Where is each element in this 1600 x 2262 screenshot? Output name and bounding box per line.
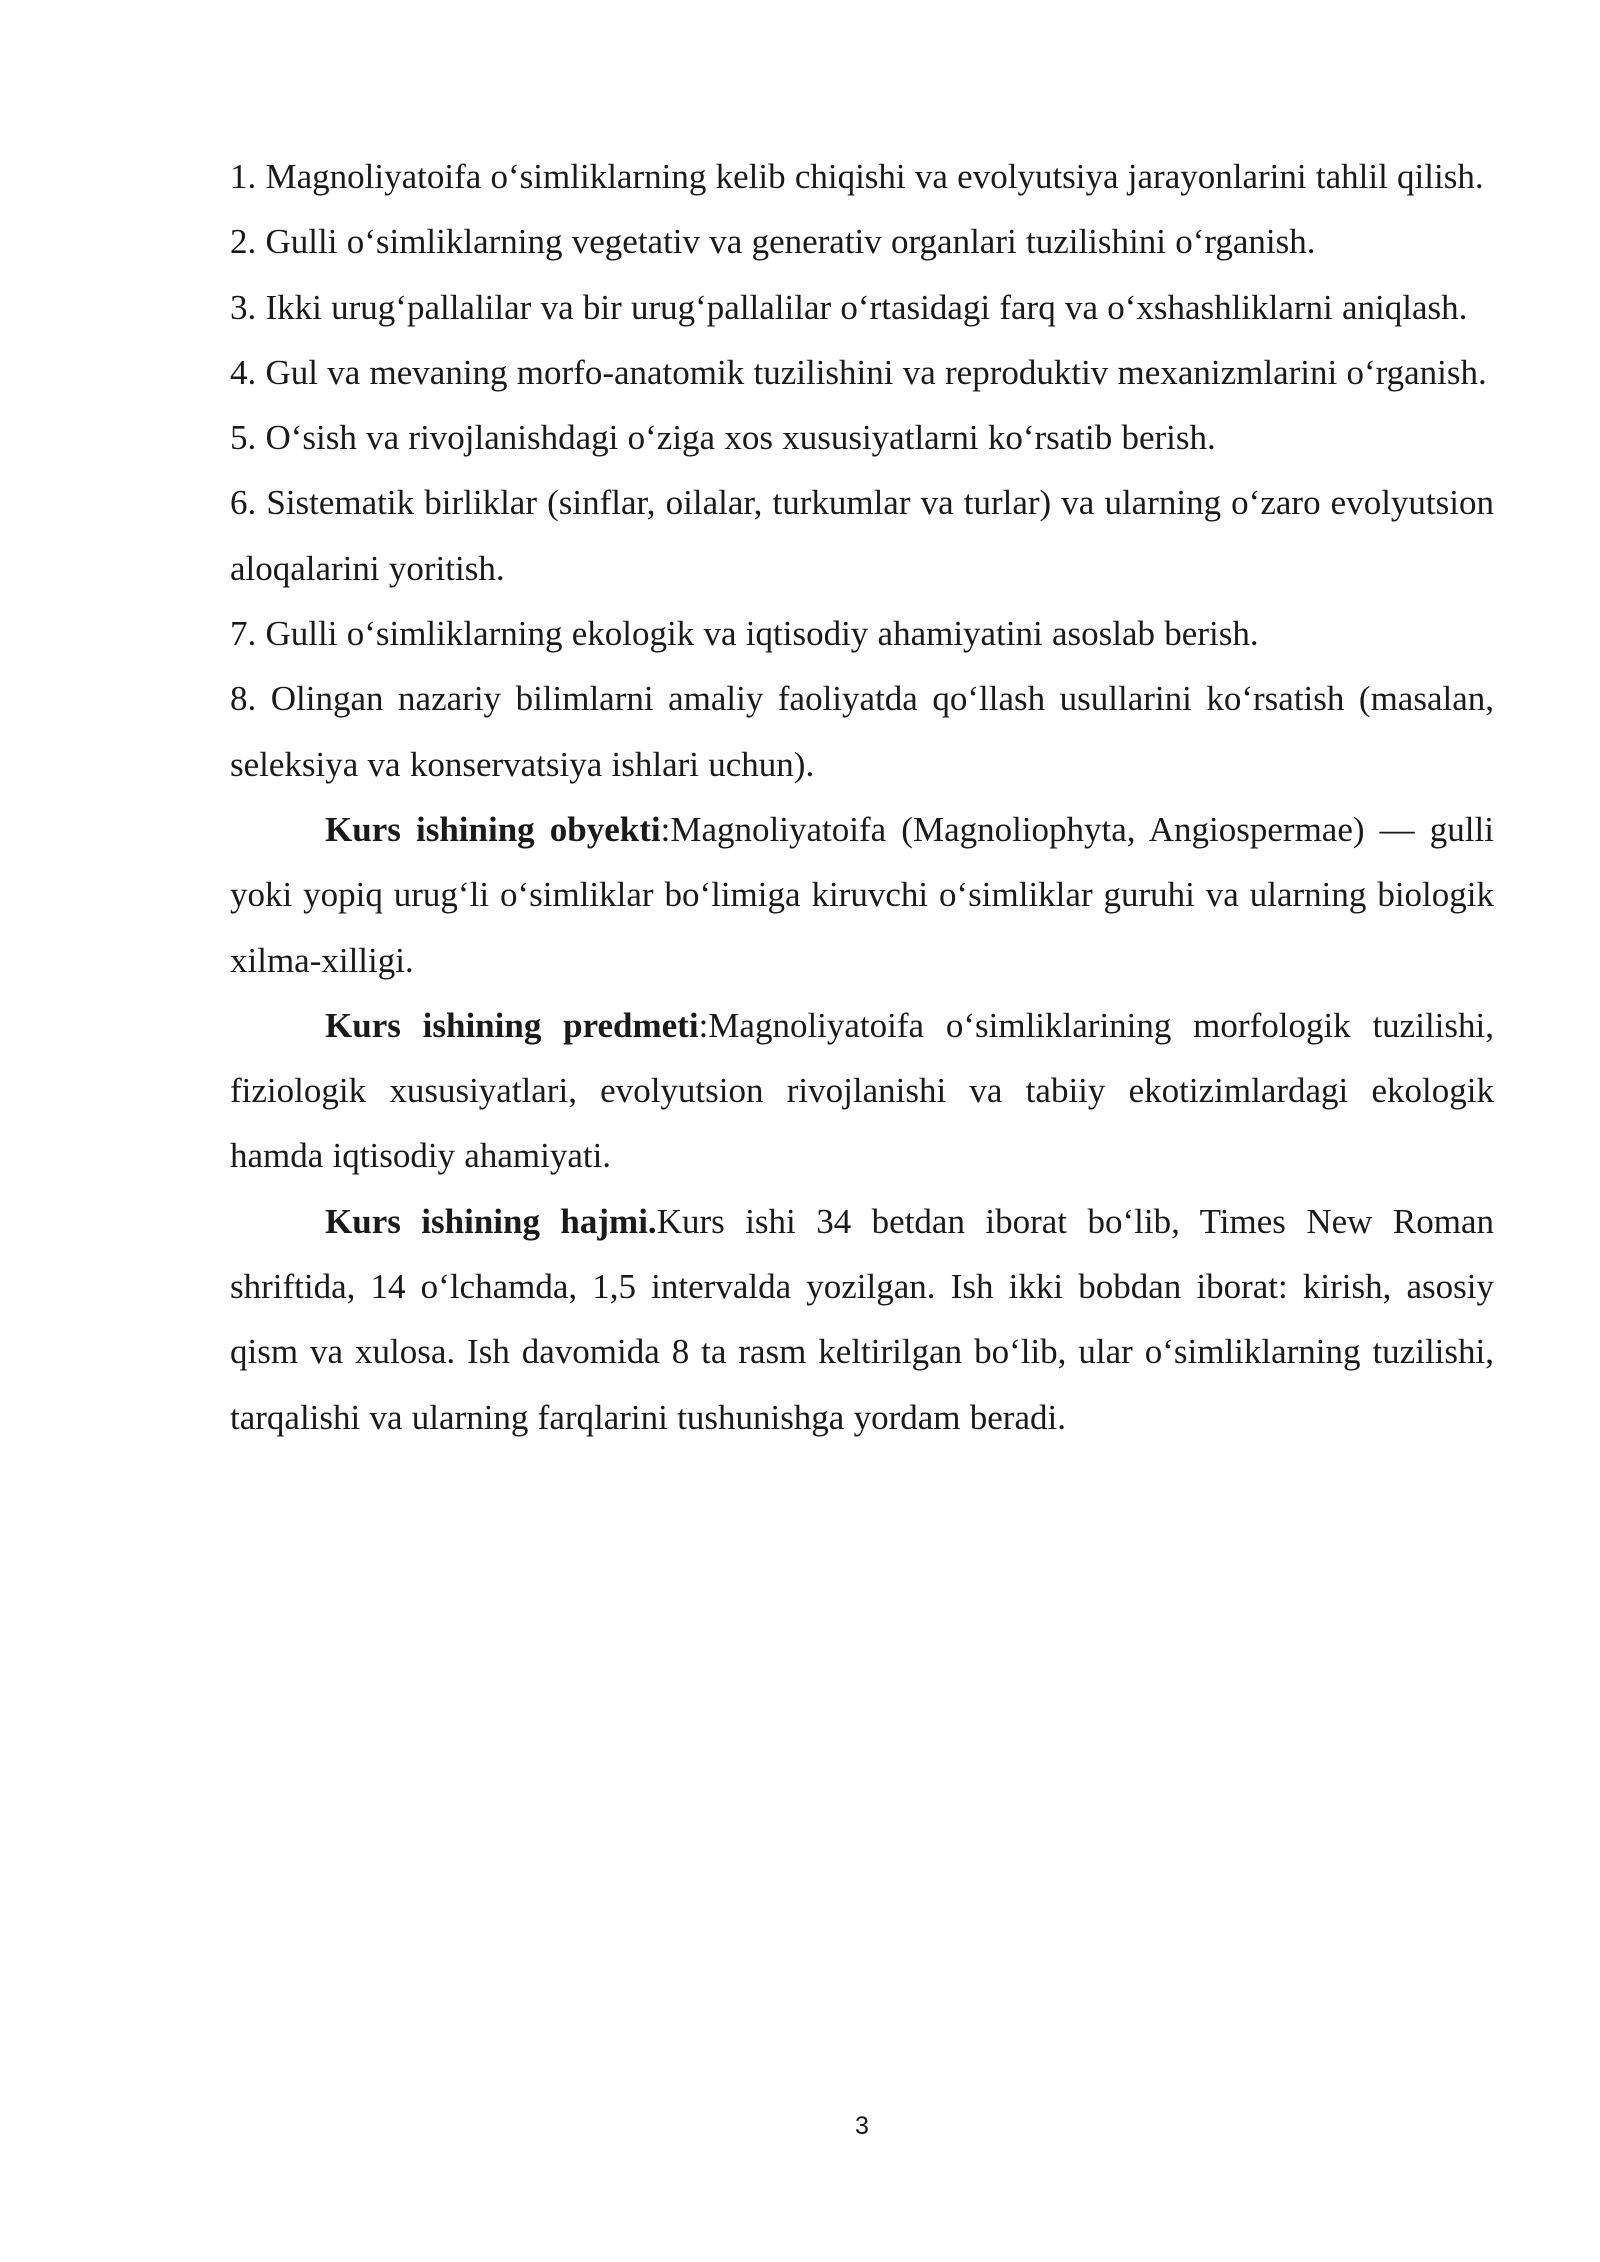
object-paragraph [230, 797, 1494, 993]
page-body [230, 144, 1494, 1450]
volume-paragraph [230, 1189, 1494, 1450]
list-item-7: 7. Gulli o‘simliklarning ekologik va iqtisodiy ahamiyatini asoslab berish. [230, 614, 1259, 654]
subject-text: :Magnoliyatoifa o‘simliklarining morfologik tuzilishi, fiziologik xususiyatlari, evolyutsion rivojlanishi va tabiiy ekotizimlardagi ekologik hamda iqtisodiy ahamiyati. [230, 1005, 1494, 1176]
page-number: 3 [855, 2112, 869, 2140]
list-item-3: 3. Ikki urug‘pallalilar va bir urug‘pallalilar o‘rtasidagi farq va o‘xshashliklarni aniqlash. [230, 287, 1468, 327]
volume-heading: Kurs ishining hajmi. [325, 1201, 657, 1241]
list-item-1: 1. Magnoliyatoifa o‘simliklarning kelib chiqishi va evolyutsiya jarayonlarini tahlil qilish. [230, 157, 1484, 196]
list-item-4: 4. Gul va mevaning morfo-anatomik tuzilishini va reproduktiv mexanizmlarini o‘rganish. [230, 352, 1487, 392]
subject-paragraph [230, 993, 1494, 1189]
object-text: :Magnoliyatoifa (Magnoliophyta, Angiospermae) — gulli yoki yopiq urug‘li o‘simliklar bo‘limiga kiruvchi o‘simliklar guruhi va ularning biologik xilma-xilligi. [230, 809, 1494, 980]
volume-text: Kurs ishi 34 betdan iborat bo‘lib, Times New Roman shriftida, 14 o‘lchamda, 1,5 intervalda yozilgan. Ish ikki bobdan iborat: kirish, asosiy qism va xulosa. Ish davomida 8 ta rasm keltirilgan bo‘lib, ular o‘simliklarning tuzilishi, tarqalishi va ularning farqlarini tushunishga yordam beradi. [230, 1201, 1494, 1437]
list-item-6: 6. Sistematik birliklar (sinflar, oilalar, turkumlar va turlar) va ularning o‘zaro evolyutsion aloqalarini yoritish. [230, 483, 1494, 588]
subject-heading: Kurs ishining predmeti [325, 1005, 699, 1045]
list-item-2: 2. Gulli o‘simliklarning vegetativ va generativ organlari tuzilishini o‘rganish. [230, 222, 1316, 262]
object-heading: Kurs ishining obyekti [325, 809, 661, 849]
list-item-8: 8. Olingan nazariy bilimlarni amaliy faoliyatda qo‘llash usullarini ko‘rsatish (masalan, seleksiya va konservatsiya ishlari uchun). [230, 679, 1494, 784]
list-item-5: 5. O‘sish va rivojlanishdagi o‘ziga xos xususiyatlarni ko‘rsatib berish. [230, 418, 1216, 458]
